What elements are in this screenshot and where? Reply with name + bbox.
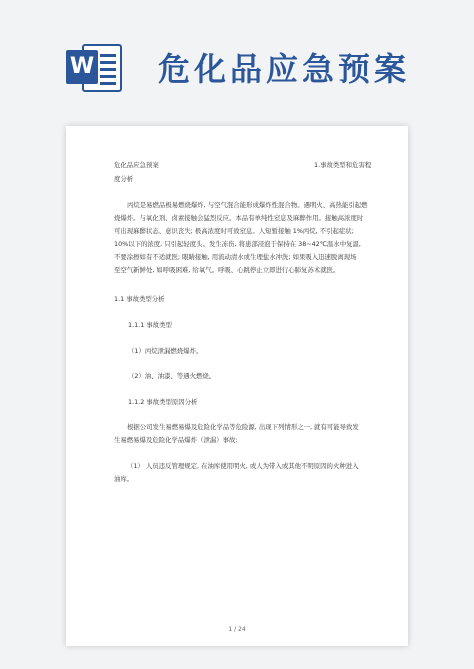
intro-paragraph [114,199,368,277]
list-item: （2）油、油漆、等遇火燃烧。 [128,372,216,380]
doc-header-continuation: 度分析 [114,175,134,183]
cause-paragraph [114,421,364,447]
paragraph-line: 不要涂擦如有不适就医; 眼睛接触, 用流动清水或生理盐水冲洗; 如果吸入迅速脱离现场 [114,253,357,261]
banner-title: 危化品应急预案 [158,50,411,88]
cause-item-1 [114,460,364,486]
document-page [66,126,408,646]
doc-header-right: 1.事故类型和危害程 [314,161,372,169]
paragraph-line: 丙烷是易燃品极易燃烧爆炸, 与空气混合能形成爆炸性混合物。遇明火、高热能引起燃 [127,201,368,209]
paragraph-line: 根据公司发生易燃易爆及危险化学品等危险源, 出现下列情形之一, 就有可能导致发 [127,423,359,431]
section-heading-1-1: 1.1 事故类型分析 [114,295,165,303]
section-heading-1-1-1: 1.1.1 事故类型 [128,321,172,329]
doc-header-left: 危化品应急预案 [114,161,159,169]
paragraph-line: 10%以下的浓度, 只引起轻度头。发生冻伤, 将患部浸泡于保持在 38~42℃温水中复温, [114,240,361,248]
word-document-icon [64,40,126,96]
list-item: （1）丙烷泄漏燃烧爆炸。 [128,347,203,355]
word-badge: W [66,50,98,84]
banner [0,0,474,118]
paragraph-line: 油库。 [114,475,134,483]
paragraph-line: 烧爆炸。与氧化剂、卤素接触会猛烈反应。本品有单纯性窒息及麻醉作用。接触高浓度时 [114,214,364,222]
page-number: 1 / 24 [228,626,246,633]
paragraph-line: 至空气新鲜处, 如呼吸困难, 给氧气。呼吸、心跳停止立即进行心肺复苏术就医。 [114,266,340,274]
paragraph-line: （1） 人员违反管理规定, 在油库使用明火, 或人为带入或其他不明原因的火种进入 [127,462,359,470]
paragraph-line: 可出现麻醉状态、意识丧失; 极高浓度时可致窒息。人短暂接触 1%丙烷, 不引起症状; [114,227,354,235]
paragraph-line: 生易燃易爆及危险化学品爆炸（泄漏）事故: [114,436,238,444]
section-heading-1-1-2: 1.1.2 事故类型原因分析 [128,398,198,406]
